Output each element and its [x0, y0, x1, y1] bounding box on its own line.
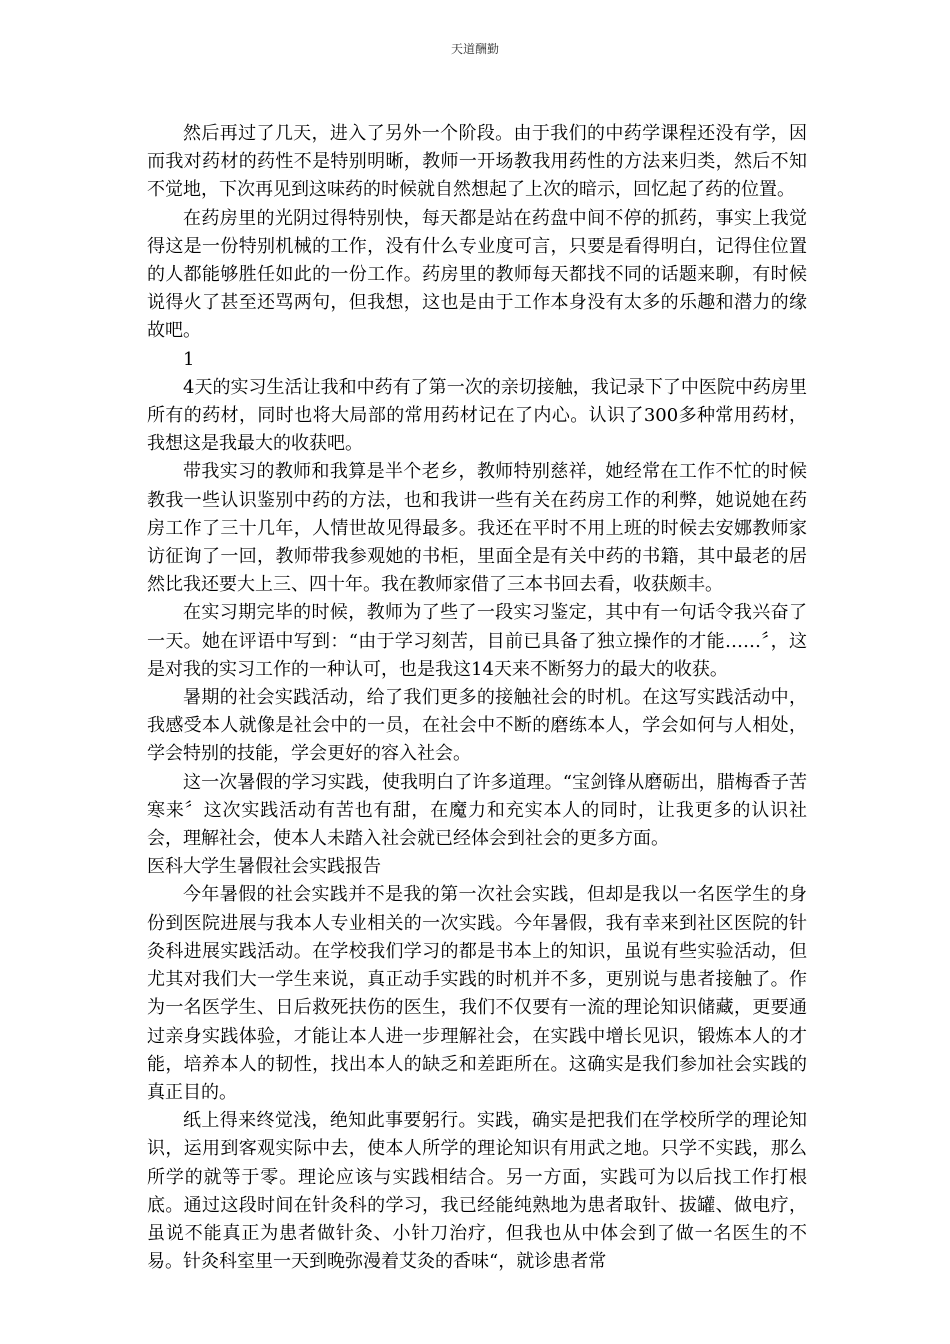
page-header: 天道酬勤: [450, 42, 499, 56]
paragraph: 这一次暑假的学习实践，使我明白了许多道理。“宝剑锋从磨砺出，腊梅香子苦寒来〞这次实践活动有苦也有甜，在魔力和充实本人的同时，让我更多的认识社会，理解社会，使本人未踏入社会就已经体会到社会的更多方面。: [147, 771, 807, 850]
section-title: 医科大学生暑假社会实践报告: [147, 856, 381, 878]
paragraph: 4天的实习生活让我和中药有了第一次的亲切接触，我记录下了中医院中药房里所有的药材，同时也将大局部的常用药材记在了内心。认识了300多种常用药材，我想这是我最大的收获吧。: [147, 376, 807, 455]
paragraph: 暑期的社会实践活动，给了我们更多的接触社会的时机。在这写实践活动中，我感受本人就像是社会中的一员，在社会中不断的磨练本人，学会如何与人相处，学会特别的技能，学会更好的容入社会。: [147, 687, 807, 765]
paragraph: 然后再过了几天，进入了另外一个阶段。由于我们的中药学课程还没有学，因而我对药材的药性不是特别明晰，教师一开场教我用药性的方法来归类，然后不知不觉地，下次再见到这味药的时候就自然想起了上次的暗示，回忆起了药的位置。: [147, 123, 807, 201]
paragraph-page-number: 1: [183, 348, 195, 370]
document-body: [147, 120, 807, 1276]
paragraph: 带我实习的教师和我算是半个老乡，教师特别慈祥，她经常在工作不忙的时候教我一些认识鉴别中药的方法，也和我讲一些有关在药房工作的利弊，她说她在药房工作了三十几年，人情世故见得最多。我还在平时不用上班的时候去安娜教师家访征询了一回，教师带我参观她的书柜，里面全是有关中药的书籍，其中最老的居然比我还要大上三、四十年。我在教师家借了三本书回去看，收获颇丰。: [147, 461, 807, 596]
paragraph: 在实习期完毕的时候，教师为了些了一段实习鉴定，其中有一句话令我兴奋了一天。她在评语中写到：“由于学习刻苦，目前已具备了独立操作的才能……〞，这是对我的实习工作的一种认可，也是我这14天来不断努力的最大的收获。: [147, 602, 807, 680]
paragraph: 在药房里的光阴过得特别快，每天都是站在药盘中间不停的抓药，事实上我觉得这是一份特别机械的工作，没有什么专业度可言，只要是看得明白，记得住位置的人都能够胜任如此的一份工作。药房里的教师每天都找不同的话题来聊，有时候说得火了甚至还骂两句，但我想，这也是由于工作本身没有太多的乐趣和潜力的缘故吧。: [147, 207, 807, 342]
paragraph: 纸上得来终觉浅，绝知此事要躬行。实践，确实是把我们在学校所学的理论知识，运用到客观实际中去，使本人所学的理论知识有用武之地。只学不实践，那么所学的就等于零。理论应该与实践相结合。另一方面，实践可为以后找工作打根底。通过这段时间在针灸科的学习，我已经能纯熟地为患者取针、拔罐、做电疗，虽说不能真正为患者做针灸、小针刀治疗，但我也从中体会到了做一名医生的不易。针灸科室里一天到晚弥漫着艾灸的香味“，就诊患者常: [147, 1110, 807, 1273]
paragraph: 今年暑假的社会实践并不是我的第一次社会实践，但却是我以一名医学生的身份到医院进展与我本人专业相关的一次实践。今年暑假，我有幸来到社区医院的针灸科进展实践活动。在学校我们学习的都是书本上的知识，虽说有些实验活动，但尤其对我们大一学生来说，真正动手实践的时机并不多，更别说与患者接触了。作为一名医学生、日后救死扶伤的医生，我们不仅要有一流的理论知识储藏，更要通过亲身实践体验，才能让本人进一步理解社会，在实践中增长见识，锻炼本人的才能，培养本人的韧性，找出本人的缺乏和差距所在。这确实是我们参加社会实践的真正目的。: [147, 884, 807, 1103]
